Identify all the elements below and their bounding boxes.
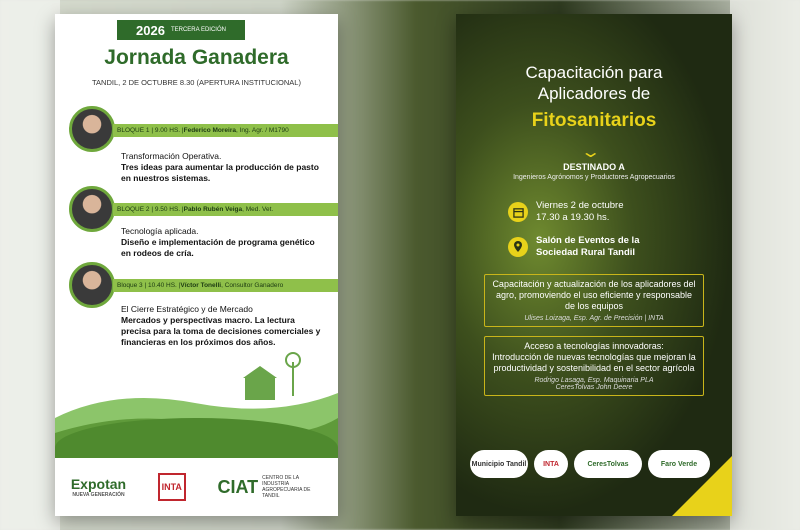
block-2-topic-title: Tecnología aplicada. [121, 226, 199, 236]
block-3-bar [113, 279, 338, 292]
flyer-title-lines [456, 62, 732, 104]
block-3-topic-desc: Mercados y perspectivas macro. La lectura precisa para la toma de decisiones comerciales y financieras en los próximos dos años. [121, 315, 321, 347]
block-2-bar [113, 203, 338, 216]
ciat-logo [217, 475, 322, 499]
edition-badge [117, 20, 245, 40]
block-2-time: BLOQUE 2 | 9.50 HS. | [117, 206, 184, 213]
event-place-line-1: Salón de Eventos de la [536, 235, 640, 246]
block-2-role: , Med. Vet. [242, 206, 274, 213]
block-1-speaker: Federico Moreira [183, 127, 236, 134]
title-highlight: Fitosanitarios [531, 110, 657, 131]
chevron-down-icon: ⌄ [579, 144, 602, 161]
title-line-1: Capacitación para [525, 63, 663, 82]
block-1-bar [113, 124, 338, 137]
capacitacion-aplicadores-flyer [456, 14, 732, 516]
expotan-logo [71, 476, 126, 498]
flyer-subtitle: TANDIL, 2 DE OCTUBRE 8.30 (APERTURA INSTITUCIONAL) [92, 78, 301, 87]
block-1-topic-title: Transformación Operativa. [121, 151, 222, 161]
ciat-logo-sub: CENTRO DE LA INDUSTRIA AGROPECUARIA DE TANDIL [262, 475, 311, 499]
talk-2-speaker-1: Rodrigo Lasaga, Esp. Maquinaria PLA [534, 377, 654, 384]
yellow-corner-accent [672, 456, 732, 516]
talk-1-speaker: Ulises Loizaga, Esp. Agr. de Precisión | INTA [524, 315, 664, 322]
talk-2-title: Acceso a tecnologías innovadoras: [524, 341, 664, 351]
faro-verde-logo: Faro Verde [648, 450, 710, 478]
edition-label: TERCERA EDICIÓN [170, 26, 226, 33]
speaker-2-avatar [69, 186, 115, 232]
speaker-1-avatar [69, 106, 115, 152]
event-place-line-2: Sociedad Rural Tandil [536, 247, 636, 258]
block-3-topic [121, 304, 326, 348]
event-day: Viernes 2 de octubre [536, 200, 624, 211]
block-1-topic [121, 151, 326, 184]
inta-logo: INTA [158, 473, 186, 501]
talk-1-box [484, 274, 704, 327]
municipio-tandil-logo: Municipio Tandil [470, 450, 528, 478]
speaker-3-avatar [69, 262, 115, 308]
expotan-logo-sub: NUEVA GENERACIÓN [72, 492, 125, 498]
ciat-logo-text: CIAT [217, 476, 259, 497]
event-place [536, 235, 639, 259]
left-sponsor-logos [55, 458, 338, 516]
jornada-ganadera-flyer [55, 14, 338, 516]
event-date [536, 200, 624, 224]
block-2-speaker: Pablo Rubén Veiga [183, 206, 243, 213]
block-3-speaker: Víctor Tonelli [180, 282, 222, 289]
talk-2-text: Introducción de nuevas tecnologías que mejoran la productividad y sostenibilidad en el sector agrícola [492, 352, 696, 373]
cerestolvas-logo: CeresTolvas [574, 450, 642, 478]
inta-logo-right: INTA [534, 450, 568, 478]
block-3-time: Bloque 3 | 10.40 HS. | [117, 282, 181, 289]
destined-title: DESTINADO A [563, 162, 625, 172]
background-right-fade [730, 0, 800, 530]
block-3-topic-title: El Cierre Estratégico y de Mercado [121, 304, 253, 314]
event-time: 17.30 a 19.30 hs. [536, 212, 610, 223]
talk-2-speaker-2: CeresTolvas John Deere [555, 384, 633, 391]
flyer-title: Jornada Ganadera [104, 46, 289, 69]
block-2-topic [121, 226, 326, 259]
talk-2-box [484, 336, 704, 396]
title-line-2: Aplicadores de [537, 84, 651, 103]
block-1-role: , Ing. Agr. / M1790 [236, 127, 289, 134]
destined-audience: Ingenieros Agrónomos y Productores Agropecuarios [513, 174, 675, 181]
block-2-topic-desc: Diseño e implementación de programa genético en rodeos de cría. [121, 237, 315, 258]
location-pin-icon [508, 237, 528, 257]
block-1-time: BLOQUE 1 | 9.00 HS. | [117, 127, 184, 134]
expotan-logo-text: Expotan [70, 476, 127, 492]
block-3-role: , Consultor Ganadero [221, 282, 284, 289]
calendar-icon [508, 202, 528, 222]
background-left-fade [0, 0, 60, 530]
edition-year: 2026 [136, 22, 165, 38]
talk-1-text: Capacitación y actualización de los aplicadores del agro, promoviendo el uso eficiente y responsable de los equipos [492, 279, 696, 311]
block-1-topic-desc: Tres ideas para aumentar la producción de pasto en nuestros sistemas. [121, 162, 319, 183]
